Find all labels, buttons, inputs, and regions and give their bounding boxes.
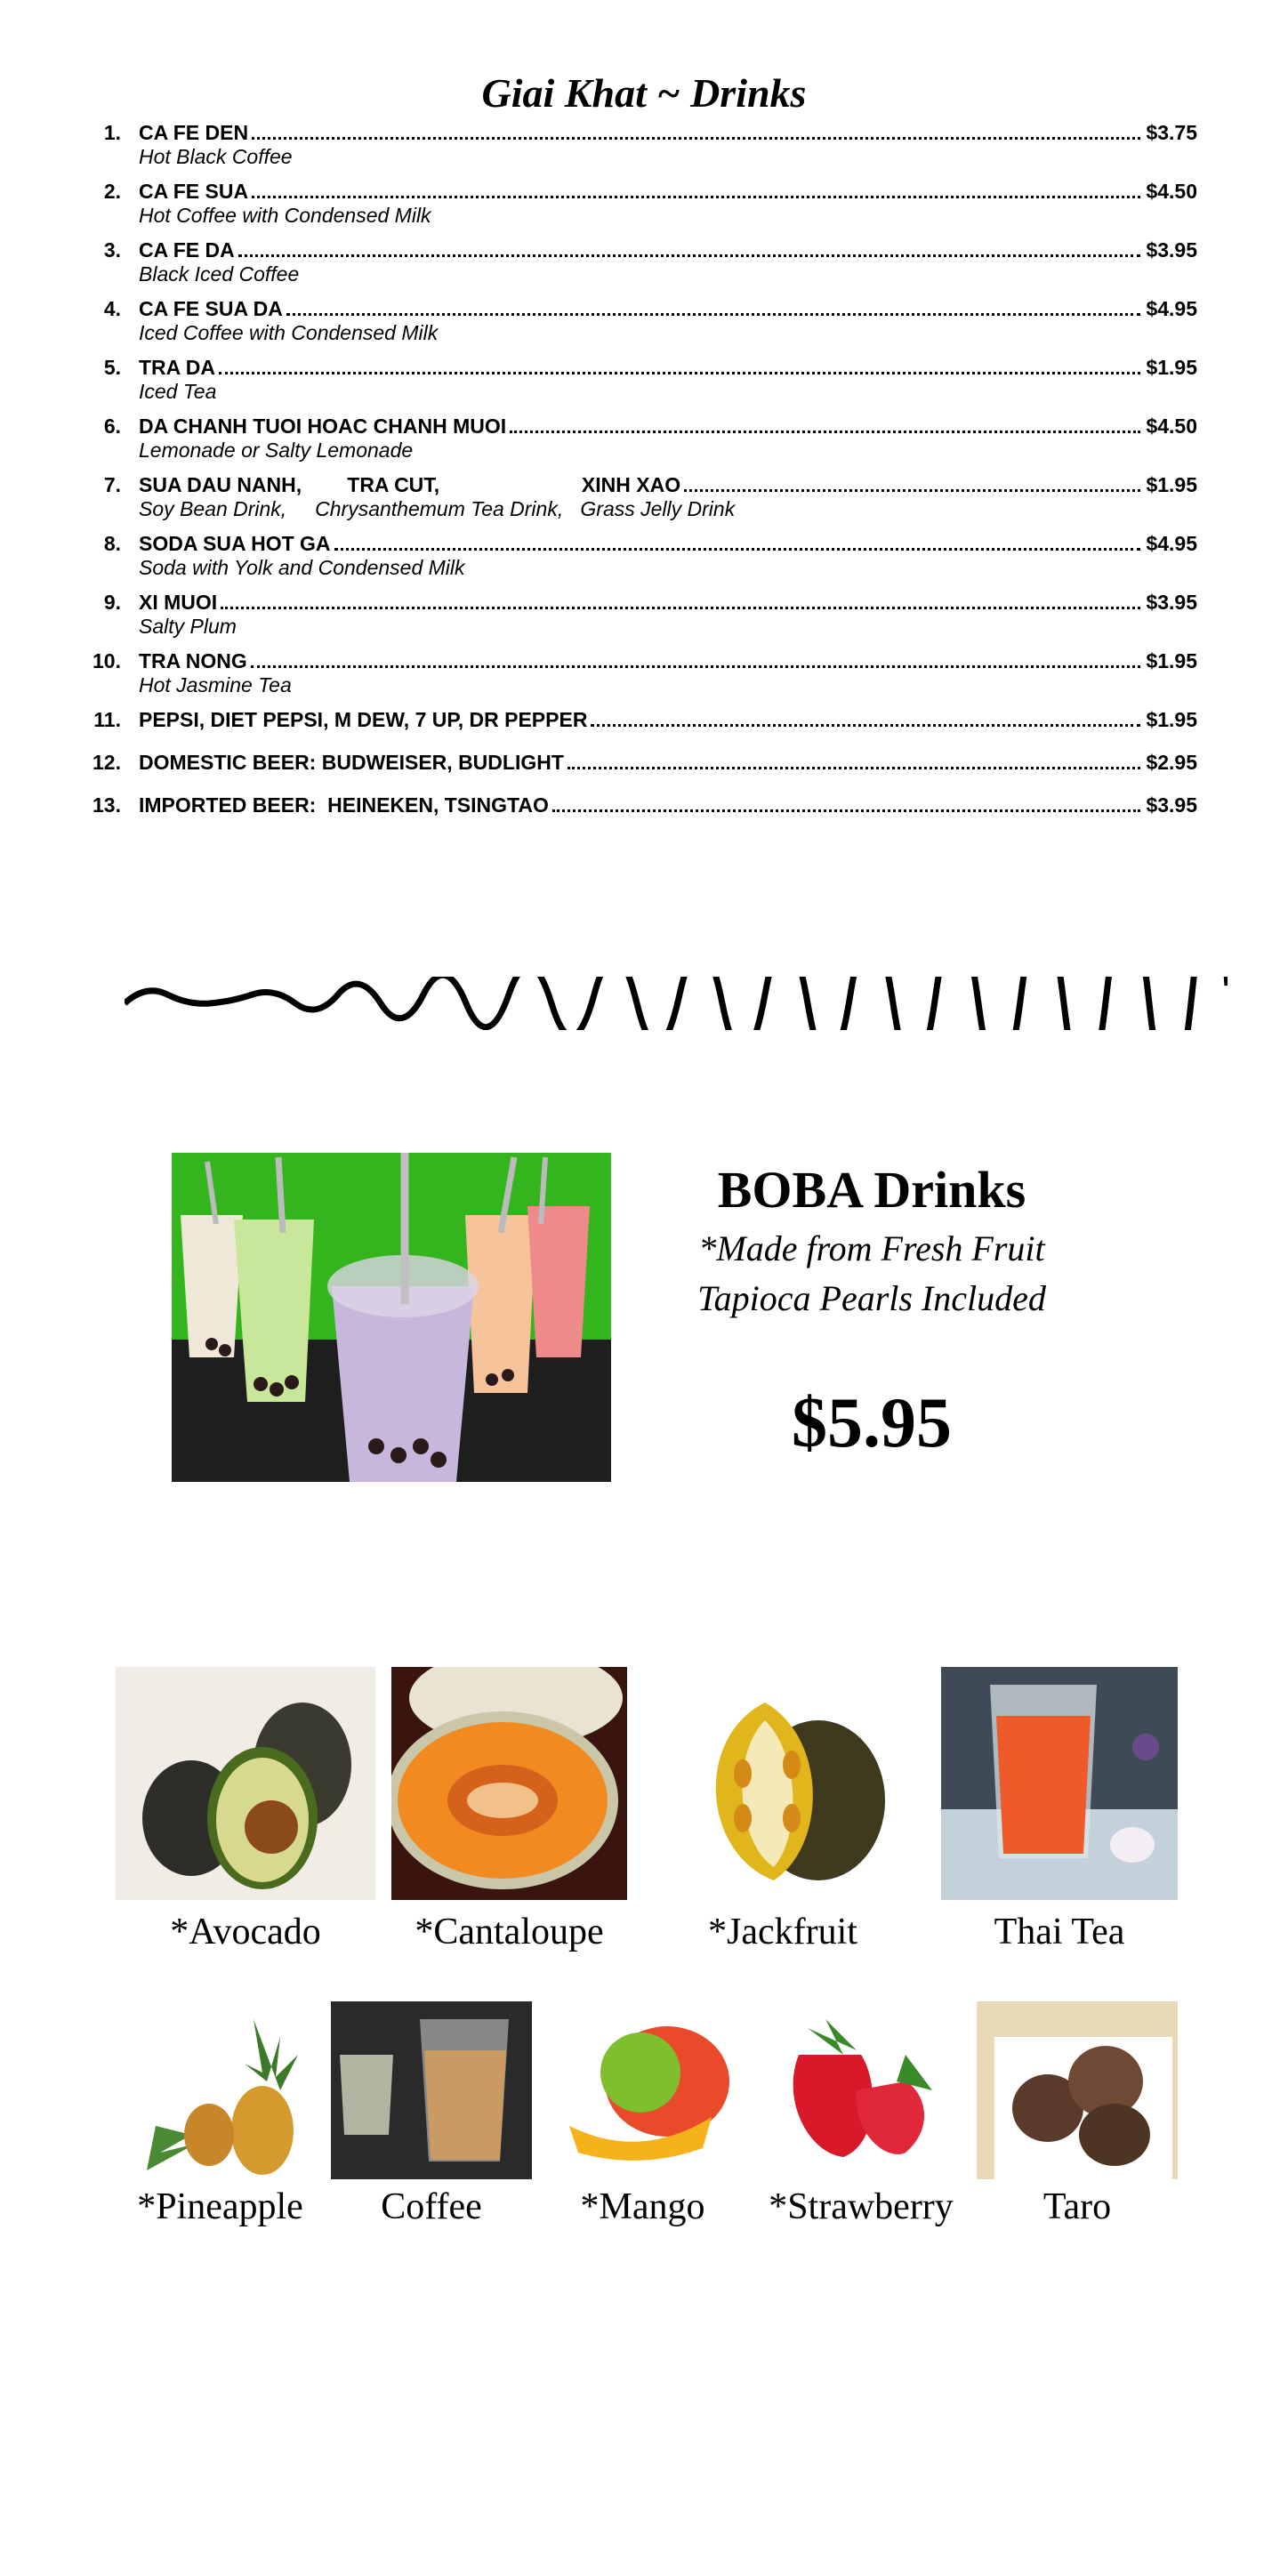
flavor-label: *Pineapple [137, 2186, 303, 2227]
flavor-label: *Avocado [170, 1912, 321, 1952]
item-body [139, 471, 1197, 521]
flavor-label: Thai Tea [994, 1912, 1125, 1952]
item-body [139, 749, 1197, 776]
boba-subtitle-2: Tapioca Pearls Included [697, 1278, 1046, 1318]
item-name: CA FE DEN [139, 121, 249, 144]
item-number: 8. [103, 532, 121, 555]
item-number: 1. [103, 121, 121, 144]
menu-item [75, 119, 1197, 169]
item-price: $1.95 [1146, 649, 1197, 672]
item-line [139, 589, 1197, 616]
drinks-list [75, 119, 1197, 834]
item-body [139, 706, 1197, 733]
item-description: Iced Tea [139, 380, 217, 403]
avocado-image [116, 1667, 375, 1900]
menu-item [75, 471, 1197, 521]
strawberry-image [772, 2001, 950, 2179]
item-price: $4.95 [1146, 297, 1197, 320]
menu-item [75, 530, 1197, 580]
flavor-label: *Mango [580, 2186, 705, 2227]
item-line [139, 749, 1197, 776]
item-body [139, 237, 1197, 286]
item-description: Hot Jasmine Tea [139, 673, 292, 696]
dot-leader [334, 548, 1141, 551]
dot-leader [252, 196, 1140, 198]
item-body [139, 178, 1197, 228]
item-body [139, 792, 1197, 818]
item-price: $1.95 [1146, 356, 1197, 379]
thai-tea-image [941, 1667, 1178, 1900]
flavor-label: Taro [1042, 2186, 1112, 2227]
menu-item [75, 648, 1197, 697]
item-body [139, 295, 1197, 345]
item-number: 2. [103, 180, 121, 203]
dot-leader [552, 809, 1141, 812]
item-name: TRA NONG [139, 649, 247, 672]
menu-item [75, 589, 1197, 639]
mango-image [551, 2001, 734, 2179]
dot-leader [221, 607, 1140, 609]
menu-item [75, 237, 1197, 286]
dot-leader [238, 254, 1141, 257]
item-body [139, 413, 1197, 463]
item-name: XI MUOI [139, 591, 218, 614]
item-line [139, 178, 1197, 205]
item-body [139, 119, 1197, 169]
item-number: 3. [103, 238, 121, 262]
flavor-label: *Cantaloupe [415, 1912, 604, 1952]
item-line [139, 119, 1197, 146]
item-line [139, 413, 1197, 439]
item-price: $4.50 [1146, 180, 1197, 203]
jackfruit-image [658, 1667, 907, 1900]
item-line [139, 237, 1197, 263]
dot-leader [510, 431, 1140, 433]
item-number: 13. [93, 793, 121, 817]
menu-item [75, 295, 1197, 345]
item-name: CA FE SUA DA [139, 297, 283, 320]
boba-subtitle-1: *Made from Fresh Fruit [698, 1228, 1045, 1268]
flavor-label: Coffee [381, 2186, 482, 2227]
dot-leader [286, 313, 1141, 316]
item-description: Salty Plum [139, 615, 237, 638]
item-number: 6. [103, 415, 121, 438]
item-description: Hot Coffee with Condensed Milk [139, 204, 431, 227]
item-body [139, 530, 1197, 580]
item-body [139, 648, 1197, 697]
item-name: PEPSI, DIET PEPSI, M DEW, 7 UP, DR PEPPER [139, 708, 588, 731]
menu-item [75, 749, 1197, 776]
taro-image [977, 2001, 1178, 2179]
item-name: CA FE DA [139, 238, 235, 262]
item-description: Soda with Yolk and Condensed Milk [139, 556, 465, 579]
boba-drinks-photo [172, 1153, 611, 1482]
item-description: Hot Black Coffee [139, 145, 293, 168]
item-line [139, 792, 1197, 818]
item-price: $3.95 [1146, 591, 1197, 614]
item-body [139, 354, 1197, 404]
dot-leader [568, 767, 1141, 769]
item-description: Black Iced Coffee [139, 262, 300, 286]
item-price: $2.95 [1146, 751, 1197, 774]
item-price: $3.75 [1146, 121, 1197, 144]
item-number: 9. [103, 591, 121, 614]
item-number: 10. [93, 649, 121, 672]
item-number: 11. [93, 708, 121, 731]
dot-leader [684, 489, 1140, 492]
item-price: $3.95 [1146, 238, 1197, 262]
menu-item [75, 706, 1197, 733]
item-number: 12. [93, 751, 121, 774]
item-name: IMPORTED BEER: HEINEKEN, TSINGTAO [139, 793, 549, 817]
boba-price: $5.95 [792, 1384, 952, 1462]
item-description: Soy Bean Drink, Chrysanthemum Tea Drink, Grass Jelly Drink [139, 497, 736, 520]
item-line [139, 648, 1197, 674]
item-line [139, 354, 1197, 381]
item-description: Iced Coffee with Condensed Milk [139, 321, 439, 344]
flavor-label: *Jackfruit [708, 1912, 857, 1952]
menu-title: Giai Khat ~ Drinks [481, 70, 807, 116]
item-price: $3.95 [1146, 793, 1197, 817]
item-body [139, 589, 1197, 639]
wave-divider [125, 977, 1228, 1030]
item-number: 4. [103, 297, 121, 320]
item-number: 7. [103, 473, 121, 496]
item-line [139, 471, 1197, 498]
item-name: SODA SUA HOT GA [139, 532, 331, 555]
dot-leader [219, 372, 1140, 374]
pineapple-image [129, 2001, 311, 2179]
menu-item [75, 792, 1197, 818]
boba-title: BOBA Drinks [717, 1161, 1026, 1219]
item-line [139, 530, 1197, 557]
flavor-label: *Strawberry [769, 2186, 954, 2227]
item-name: TRA DA [139, 356, 216, 379]
item-name: DA CHANH TUOI HOAC CHANH MUOI [139, 415, 507, 438]
item-price: $1.95 [1146, 708, 1197, 731]
coffee-image [331, 2001, 532, 2179]
item-description: Lemonade or Salty Lemonade [139, 439, 414, 462]
item-price: $4.95 [1146, 532, 1197, 555]
dot-leader [591, 724, 1140, 727]
item-line [139, 295, 1197, 322]
dot-leader [251, 665, 1141, 668]
item-price: $1.95 [1146, 473, 1197, 496]
item-line [139, 706, 1197, 733]
menu-item [75, 354, 1197, 404]
item-name: SUA DAU NANH, TRA CUT, XINH XAO [139, 473, 681, 496]
menu-item [75, 413, 1197, 463]
item-price: $4.50 [1146, 415, 1197, 438]
item-name: CA FE SUA [139, 180, 249, 203]
item-name: DOMESTIC BEER: BUDWEISER, BUDLIGHT [139, 751, 564, 774]
cantaloupe-image [391, 1667, 627, 1900]
menu-item [75, 178, 1197, 228]
dot-leader [252, 137, 1140, 140]
item-number: 5. [103, 356, 121, 379]
